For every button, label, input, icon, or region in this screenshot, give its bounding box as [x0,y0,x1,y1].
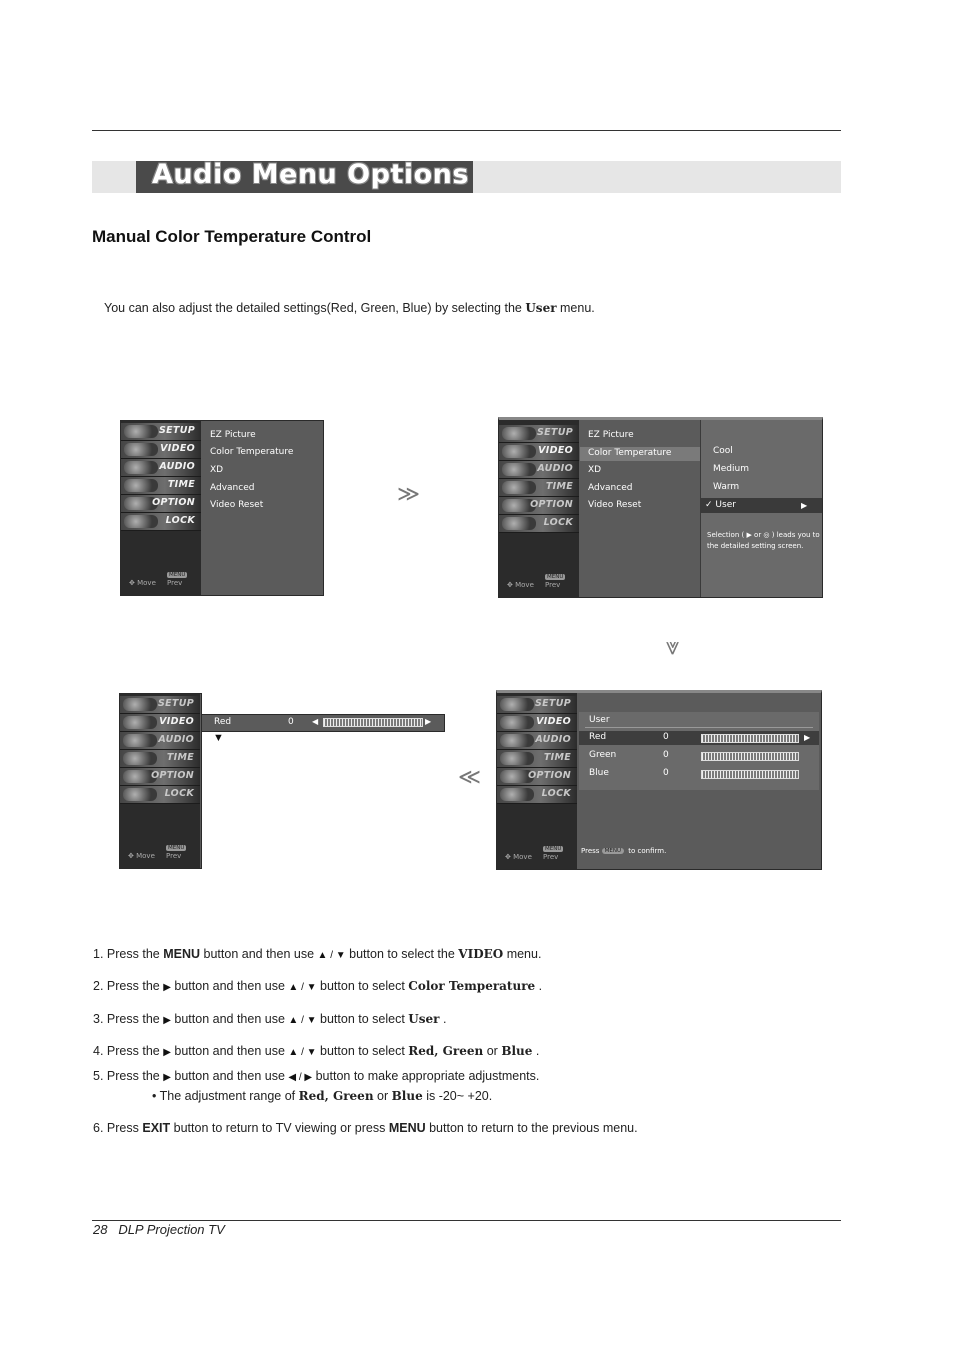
red-level-bar[interactable] [323,718,423,727]
intro-before: You can also adjust the detailed settings(Red, Green, Blue) by selecting the [104,301,522,315]
lock-icon [502,517,536,530]
step-1: 1. Press the MENU button and then use ▲ / ▼ button to select the VIDEO menu. [93,947,542,961]
menu-screen-3 [119,693,202,869]
tab-audio[interactable]: AUDIO [120,732,200,750]
page-number: 28 [93,1222,108,1237]
tab-video[interactable]: VIDEO [499,443,579,461]
header-divider [585,727,813,728]
rgb-row-value: 0 [663,768,669,778]
tab-time[interactable]: TIME [121,477,201,495]
menu-key-icon: MENU [169,572,186,578]
increase-arrow-icon[interactable]: ▶ [425,717,432,726]
video-icon [123,716,157,729]
tab-video[interactable]: VIDEO [497,714,577,732]
tab-lock[interactable]: LOCK [499,515,579,533]
tab-time[interactable]: TIME [499,479,579,497]
intro-text [104,301,595,315]
option-user[interactable]: ✓ User [705,500,736,510]
tab-time[interactable]: TIME [120,750,200,768]
up-down-arrows-icon: ▲ / ▼ [288,982,317,993]
move-hint: ✥ Move [505,853,532,861]
sidebar [497,693,577,869]
menu-item[interactable]: Color Temperature [210,447,294,457]
product-name: DLP Projection TV [118,1222,225,1237]
rgb-row-label[interactable]: Blue [589,768,609,778]
menu-item[interactable]: XD [210,465,224,475]
tab-option[interactable]: OPTION [120,768,200,786]
video-icon [500,716,534,729]
up-down-arrows-icon: ▲ / ▼ [288,1047,317,1058]
move-hint: ✥ Move [507,581,534,589]
time-icon [500,752,534,765]
tab-video[interactable]: VIDEO [120,714,200,732]
section-title: Manual Color Temperature Control [92,227,372,246]
confirm-hint: Press MENU to confirm. [581,847,667,855]
rgb-row-value: 0 [663,750,669,760]
sidebar [120,694,200,868]
prev-hint: MENUPrev [166,845,185,860]
move-hint: ✥ Move [129,579,156,587]
menu-screen-4 [496,690,822,870]
video-icon [124,443,158,456]
menu-key: MENU [163,947,201,961]
sidebar [499,420,579,597]
move-icon: ✥ [505,853,511,861]
red-adjust-strip [201,714,445,732]
rgb-row-value: 0 [663,732,669,742]
time-icon [124,479,158,492]
tab-audio[interactable]: AUDIO [499,461,579,479]
tab-audio[interactable]: AUDIO [497,732,577,750]
right-arrow-icon: ▶ [163,1072,171,1083]
up-down-arrows-icon: ▲ / ▼ [288,1015,317,1026]
step-5-note: • The adjustment range of Red, Green or Blue is -20~ +20. [152,1089,493,1103]
tab-setup[interactable]: SETUP [121,423,201,441]
decrease-arrow-icon[interactable]: ◀ [312,717,319,726]
intro-after: menu. [560,301,595,315]
menu-item[interactable]: EZ Picture [588,430,634,440]
tab-setup[interactable]: SETUP [497,696,577,714]
flow-arrow-down: ⩔ [666,632,680,660]
move-icon: ✥ [128,852,134,860]
step-5: 5. Press the ▶ button and then use ◀ / ▶ button to make appropriate adjustments. [93,1069,540,1083]
lock-icon [123,788,157,801]
page-footer [93,1222,225,1237]
move-hint: ✥ Move [128,852,155,860]
move-icon: ✥ [507,581,513,589]
up-down-arrows-icon: ▲ / ▼ [317,950,346,961]
adjust-label: Red [214,717,232,727]
prev-hint: MENUPrev [167,572,186,587]
setup-icon [500,698,534,711]
menu-item[interactable]: Video Reset [588,500,642,510]
setup-icon [502,427,536,440]
rgb-row-label[interactable]: Red [589,732,607,742]
menu-item[interactable]: Video Reset [210,500,264,510]
option-medium[interactable]: Medium [713,464,749,474]
audio-icon [123,734,157,747]
rgb-panel [579,712,819,790]
menu-item[interactable]: Advanced [210,483,255,493]
right-arrow-icon: ▶ [163,1047,171,1058]
step-3: 3. Press the ▶ button and then use ▲ / ▼ button to select User . [93,1012,447,1026]
step-2: 2. Press the ▶ button and then use ▲ / ▼ button to select Color Temperature . [93,979,543,993]
red-level-bar[interactable] [701,734,799,743]
left-right-arrows-icon: ◀ / ▶ [288,1072,313,1083]
panel-header: User [589,715,610,725]
tab-option[interactable]: OPTION [497,768,577,786]
tab-lock[interactable]: LOCK [497,786,577,804]
menu-key-icon: MENU [168,845,185,851]
prev-hint: MENUPrev [543,846,562,861]
flow-arrow-left: ≪ [458,765,482,790]
menu-key-icon: MENU [545,846,562,852]
time-icon [123,752,157,765]
tab-video[interactable]: VIDEO [121,441,201,459]
audio-icon [502,463,536,476]
blue-level-bar[interactable] [701,770,799,779]
option-cool[interactable]: Cool [713,446,733,456]
bullet-icon: • [152,1089,157,1103]
color-temp-panel [700,420,823,597]
bottom-rule [92,1220,841,1221]
step-4: 4. Press the ▶ button and then use ▲ / ▼ button to select Red, Green or Blue . [93,1044,540,1058]
rgb-row-label[interactable]: Green [589,750,617,760]
lock-icon [500,788,534,801]
tab-option[interactable]: OPTION [499,497,579,515]
intro-keyword: User [525,301,557,315]
right-arrow-icon: ▶ [163,982,171,993]
menu-key-icon: MENU [547,574,564,580]
tab-setup[interactable]: SETUP [499,425,579,443]
move-icon: ✥ [129,579,135,587]
tab-lock[interactable]: LOCK [120,786,200,804]
time-icon [502,481,536,494]
tab-audio[interactable]: AUDIO [121,459,201,477]
right-arrow-icon: ▶ [163,1015,171,1026]
menu-item[interactable]: EZ Picture [210,430,256,440]
menu-screen-2 [498,417,823,598]
prev-hint: MENUPrev [545,574,564,589]
menu-screen-1 [120,420,324,596]
flow-arrow-right: ≫ [397,482,421,507]
down-arrow-icon: ▼ [213,732,224,744]
exit-key: EXIT [142,1121,171,1135]
lock-icon [124,515,158,528]
menu-item-selected[interactable]: Color Temperature [588,448,672,458]
adjust-value: 0 [288,717,294,727]
submenu-arrow-icon: ▶ [804,733,811,742]
setup-icon [124,425,158,438]
video-icon [502,445,536,458]
tab-option[interactable]: OPTION [121,495,201,513]
menu-item[interactable]: Advanced [588,483,633,493]
menu-key-icon: MENU [602,848,624,854]
audio-icon [500,734,534,747]
menu-item[interactable]: XD [588,465,602,475]
help-text: Selection ( ▶ or ◎ ) leads you to the detailed setting screen. [707,531,820,550]
option-warm[interactable]: Warm [713,482,740,492]
menu-key: MENU [388,1121,426,1135]
submenu-arrow-icon: ▶ [801,501,808,510]
top-rule [92,130,841,131]
check-icon: ✓ [705,500,713,510]
setup-icon [123,698,157,711]
tab-setup[interactable]: SETUP [120,696,200,714]
tab-lock[interactable]: LOCK [121,513,201,531]
green-level-bar[interactable] [701,752,799,761]
tab-time[interactable]: TIME [497,750,577,768]
audio-icon [124,461,158,474]
sidebar [121,421,201,595]
page-title: Audio Menu Options [152,159,469,190]
step-6: 6. Press EXIT button to return to TV viewing or press MENU button to return to the previous menu. [93,1121,638,1135]
